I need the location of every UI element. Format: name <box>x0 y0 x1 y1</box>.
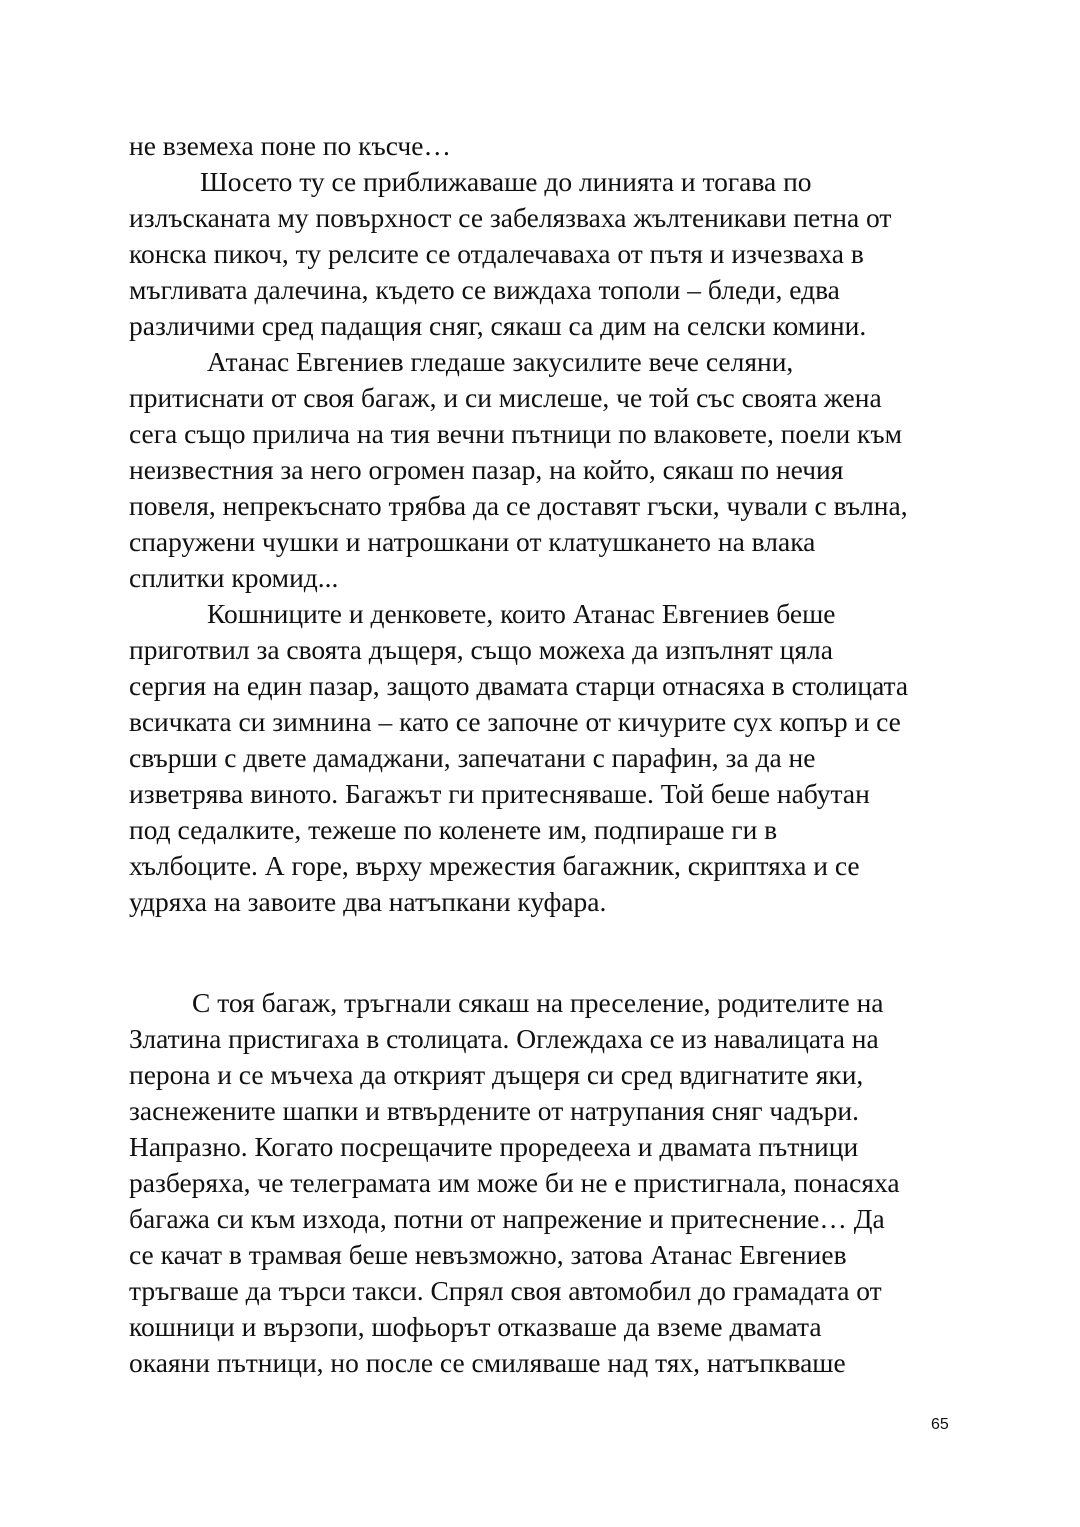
text-line: повеля, непрекъснато трябва да се доставят гъски, чували с вълна, <box>129 490 908 521</box>
page-number: 65 <box>931 1416 949 1433</box>
text-line: тръгваше да търси такси. Спрял своя автомобил до грамадата от <box>129 1275 882 1306</box>
text-line: сергия на един пазар, защото двамата старци отнасяха в столицата <box>129 670 909 701</box>
text-line: разберяха, че телеграмата им може би не е пристигнала, понасяха <box>129 1167 900 1198</box>
text-line: С тоя багаж, тръгнали сякаш на преселение, родителите на <box>192 987 884 1018</box>
text-line: Напразно. Когато посрещачите проредееха и двамата пътници <box>129 1131 859 1162</box>
text-line: сега също прилича на тия вечни пътници по влаковете, поели към <box>129 418 903 449</box>
text-line: свърши с двете дамаджани, запечатани с парафин, за да не <box>129 742 816 773</box>
text-line: кошници и вързопи, шофьорът отказваше да вземе двамата <box>129 1311 822 1342</box>
text-line: удряха на завоите два натъпкани куфара. <box>129 886 607 917</box>
text-line: Шосето ту се приближаваше до линията и тогава по <box>200 166 812 197</box>
text-line: заснежените шапки и втвърдените от натрупания сняг чадъри. <box>129 1095 859 1126</box>
text-line: излъсканата му повърхност се забелязваха жълтеникави петна от <box>129 202 892 233</box>
text-line: конска пикоч, ту релсите се отдалечаваха от пътя и изчезваха в <box>129 238 864 269</box>
text-line: сплитки кромид... <box>129 562 339 593</box>
text-line: Атанас Евгениев гледаше закусилите вече селяни, <box>207 346 794 377</box>
text-line: под седалките, тежеше по коленете им, подпираше ги в <box>129 814 778 845</box>
text-line: Златина пристигаха в столицата. Оглеждаха се из навалицата на <box>129 1023 879 1054</box>
text-line: багажа си към изхода, потни от напрежение и притеснение… Да <box>129 1203 885 1234</box>
text-line: притиснати от своя багаж, и си мислеше, че той със своята жена <box>129 382 882 413</box>
text-line: неизвестния за него огромен пазар, на който, сякаш по нечия <box>129 454 844 485</box>
text-line: мъгливата далечина, където се виждаха тополи – бледи, едва <box>129 274 840 305</box>
text-line: приготвил за своята дъщеря, също можеха да изпълнят цяла <box>129 634 833 665</box>
text-line: Кошниците и денковете, които Атанас Евгениев беше <box>207 598 836 629</box>
text-line: хълбоците. А горе, върху мрежестия багажник, скриптяха и се <box>129 850 860 881</box>
text-line: спаружени чушки и натрошкани от клатушкането на влака <box>129 526 816 557</box>
text-line: изветрява виното. Багажът ги притесняваше. Той беше набутан <box>129 778 870 809</box>
text-line: перона и се мъчеха да открият дъщеря си сред вдигнатите яки, <box>129 1059 864 1090</box>
text-line: не вземеха поне по късче… <box>129 130 451 161</box>
text-line: всичката си зимнина – като се започне от кичурите сух копър и се <box>129 706 901 737</box>
text-line: различими сред падащия сняг, сякаш са дим на селски комини. <box>129 310 867 341</box>
text-line: се качат в трамвая беше невъзможно, затова Атанас Евгениев <box>129 1239 847 1270</box>
text-line: окаяни пътници, но после се смиляваше над тях, натъпкваше <box>129 1347 846 1378</box>
